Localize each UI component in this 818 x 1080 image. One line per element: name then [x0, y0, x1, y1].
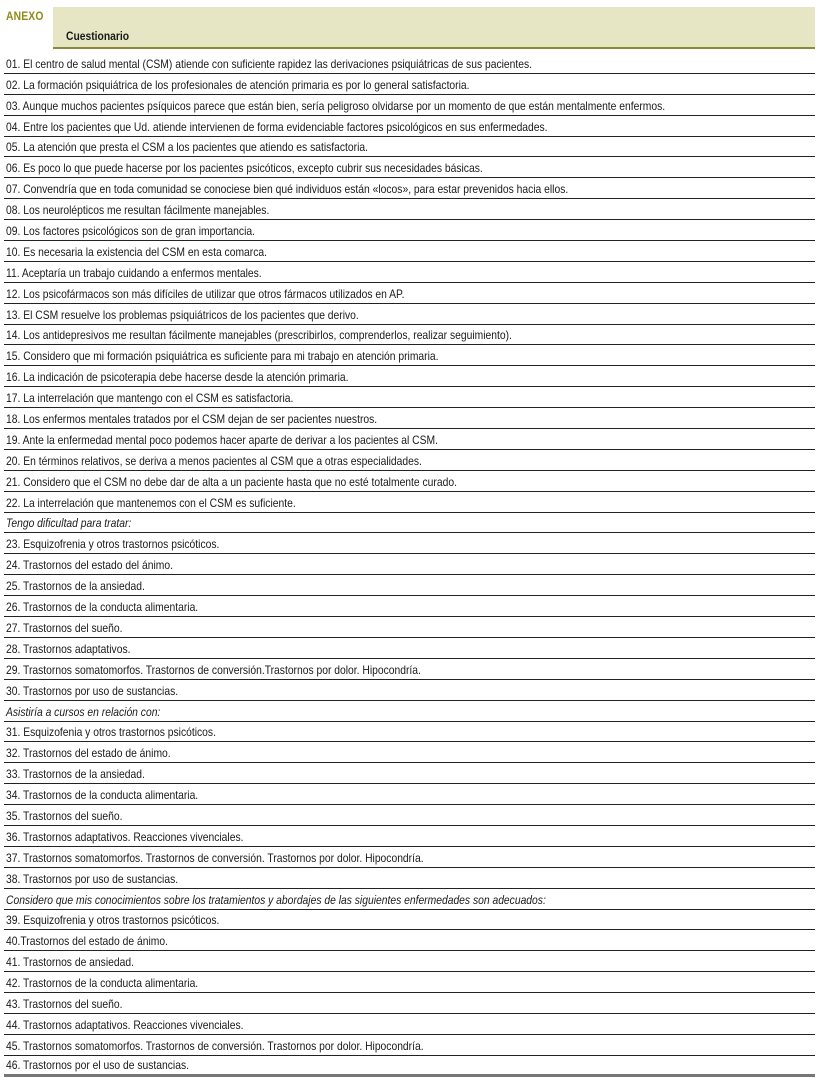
- question-row: [4, 868, 815, 889]
- question-text: 34. Trastornos de la conducta alimentaria.: [6, 788, 199, 803]
- section-heading: [4, 889, 815, 910]
- question-text: 25. Trastornos de la ansiedad.: [6, 579, 145, 594]
- question-row: [4, 366, 815, 387]
- question-row: [4, 533, 815, 554]
- question-row: [4, 450, 815, 471]
- question-row: [4, 1014, 815, 1035]
- question-text: 04. Entre los pacientes que Ud. atiende intervienen de forma evidenciable factores psicológicos en sus enfermedades.: [6, 119, 548, 134]
- question-text: 19. Ante la enfermedad mental poco podemos hacer aparte de derivar a los pacientes al CSM.: [6, 432, 438, 447]
- question-text: 20. En términos relativos, se deriva a menos pacientes al CSM que a otras especialidades.: [6, 453, 422, 468]
- question-row: [4, 53, 815, 74]
- question-row: [4, 345, 815, 366]
- question-row: [4, 575, 815, 596]
- question-text: 14. Los antidepresivos me resultan fácilmente manejables (prescribirlos, comprenderlos, realizar seguimiento).: [6, 328, 512, 343]
- question-row: [4, 471, 815, 492]
- question-row: [4, 638, 815, 659]
- question-row: [4, 178, 815, 199]
- question-row: [4, 659, 815, 680]
- question-text: 39. Esquizofrenia y otros trastornos psicóticos.: [6, 913, 220, 928]
- question-row: [4, 137, 815, 158]
- question-row: [4, 262, 815, 283]
- question-text: 21. Considero que el CSM no debe dar de alta a un paciente hasta que no esté totalmente curado.: [6, 474, 457, 489]
- question-row: [4, 74, 815, 95]
- question-row: [4, 304, 815, 325]
- question-text: 35. Trastornos del sueño.: [6, 808, 123, 823]
- section-heading-text: Considero que mis conocimientos sobre los tratamientos y abordajes de las siguientes enfermedades son adecuados:: [6, 892, 546, 907]
- question-text: 03. Aunque muchos pacientes psíquicos parece que están bien, sería peligroso olvidarse por un momento de que están mentalmente enfermos.: [6, 98, 666, 113]
- question-row: [4, 116, 815, 137]
- question-row: [4, 826, 815, 847]
- question-row: [4, 199, 815, 220]
- question-row: [4, 241, 815, 262]
- question-row: [4, 680, 815, 701]
- section-heading-text: Tengo dificultad para tratar:: [6, 516, 132, 531]
- question-text: 07. Convendría que en toda comunidad se conociese bien qué individuos están «locos», para estar prevenidos hacia ellos.: [6, 182, 569, 197]
- question-text: 31. Esquizofenia y otros trastornos psicóticos.: [6, 725, 216, 740]
- question-text: 13. El CSM resuelve los problemas psiquiátricos de los pacientes que derivo.: [6, 307, 359, 322]
- question-row: [4, 930, 815, 951]
- question-row: [4, 157, 815, 178]
- question-text: 05. La atención que presta el CSM a los pacientes que atiendo es satisfactoria.: [6, 140, 369, 155]
- anexo-label: ANEXO: [6, 9, 44, 23]
- question-row: [4, 993, 815, 1014]
- anexo-tab: [0, 7, 53, 49]
- question-text: 42. Trastornos de la conducta alimentaria.: [6, 976, 199, 991]
- question-text: 28. Trastornos adaptativos.: [6, 641, 131, 656]
- question-text: 08. Los neurolépticos me resultan fácilmente manejables.: [6, 203, 270, 218]
- question-row: [4, 763, 815, 784]
- question-text: 32. Trastornos del estado de ánimo.: [6, 746, 171, 761]
- question-text: 41. Trastornos de ansiedad.: [6, 955, 134, 970]
- question-text: 23. Esquizofrenia y otros trastornos psicóticos.: [6, 537, 220, 552]
- question-text: 40.Trastornos del estado de ánimo.: [6, 934, 168, 949]
- question-text: 17. La interrelación que mantengo con el CSM es satisfactoria.: [6, 391, 294, 406]
- question-text: 37. Trastornos somatomorfos. Trastornos de conversión. Trastornos por dolor. Hipocondría.: [6, 850, 424, 865]
- question-text: 22. La interrelación que mantenemos con el CSM es suficiente.: [6, 495, 296, 510]
- question-text: 16. La indicación de psicoterapia debe hacerse desde la atención primaria.: [6, 370, 349, 385]
- page-title: Cuestionario: [66, 29, 130, 43]
- question-row: [4, 554, 815, 575]
- question-text: 33. Trastornos de la ansiedad.: [6, 767, 145, 782]
- question-row: [4, 972, 815, 993]
- section-heading: [4, 513, 815, 534]
- question-row: [4, 1056, 815, 1077]
- question-row: [4, 596, 815, 617]
- question-text: 29. Trastornos somatomorfos. Trastornos de conversión.Trastornos por dolor. Hipocondría.: [6, 662, 421, 677]
- question-text: 09. Los factores psicológicos son de gran importancia.: [6, 224, 255, 239]
- section-heading-text: Asistiría a cursos en relación con:: [6, 704, 161, 719]
- question-text: 26. Trastornos de la conducta alimentaria.: [6, 600, 199, 615]
- question-text: 44. Trastornos adaptativos. Reacciones vivenciales.: [6, 1017, 244, 1032]
- question-row: [4, 910, 815, 931]
- question-text: 18. Los enfermos mentales tratados por el CSM dejan de ser pacientes nuestros.: [6, 412, 378, 427]
- question-row: [4, 951, 815, 972]
- question-row: [4, 617, 815, 638]
- question-row: [4, 492, 815, 513]
- question-text: 24. Trastornos del estado del ánimo.: [6, 558, 173, 573]
- question-text: 27. Trastornos del sueño.: [6, 620, 123, 635]
- question-row: [4, 95, 815, 116]
- question-row: [4, 387, 815, 408]
- question-text: 45. Trastornos somatomorfos. Trastornos de conversión. Trastornos por dolor. Hipocondría.: [6, 1038, 424, 1053]
- question-row: [4, 742, 815, 763]
- question-row: [4, 220, 815, 241]
- question-text: 30. Trastornos por uso de sustancias.: [6, 683, 179, 698]
- question-row: [4, 283, 815, 304]
- question-text: 12. Los psicofármacos son más difíciles de utilizar que otros fármacos utilizados en AP.: [6, 286, 405, 301]
- question-text: 01. El centro de salud mental (CSM) atiende con suficiente rapidez las derivaciones psiquiátricas de sus pacientes.: [6, 56, 533, 71]
- section-heading: [4, 701, 815, 722]
- question-row: [4, 847, 815, 868]
- question-row: [4, 784, 815, 805]
- question-text: 36. Trastornos adaptativos. Reacciones vivenciales.: [6, 829, 244, 844]
- question-text: 10. Es necesaria la existencia del CSM en esta comarca.: [6, 244, 267, 259]
- question-text: 02. La formación psiquiátrica de los profesionales de atención primaria es por lo general satisfactoria.: [6, 77, 470, 92]
- question-text: 46. Trastornos por el uso de sustancias.: [6, 1057, 190, 1072]
- question-list: [4, 53, 815, 1077]
- question-row: [4, 429, 815, 450]
- question-row: [4, 805, 815, 826]
- question-row: [4, 325, 815, 346]
- question-row: [4, 722, 815, 743]
- question-text: 15. Considero que mi formación psiquiátrica es suficiente para mi trabajo en atención primaria.: [6, 349, 439, 364]
- question-text: 43. Trastornos del sueño.: [6, 996, 123, 1011]
- question-row: [4, 1035, 815, 1056]
- header-divider: [53, 47, 815, 49]
- question-text: 11. Aceptaría un trabajo cuidando a enfermos mentales.: [6, 265, 262, 280]
- question-row: [4, 408, 815, 429]
- question-text: 38. Trastornos por uso de sustancias.: [6, 871, 179, 886]
- questionnaire-header: [0, 7, 815, 49]
- question-text: 06. Es poco lo que puede hacerse por los pacientes psicóticos, excepto cubrir sus necesidades básicas.: [6, 161, 483, 176]
